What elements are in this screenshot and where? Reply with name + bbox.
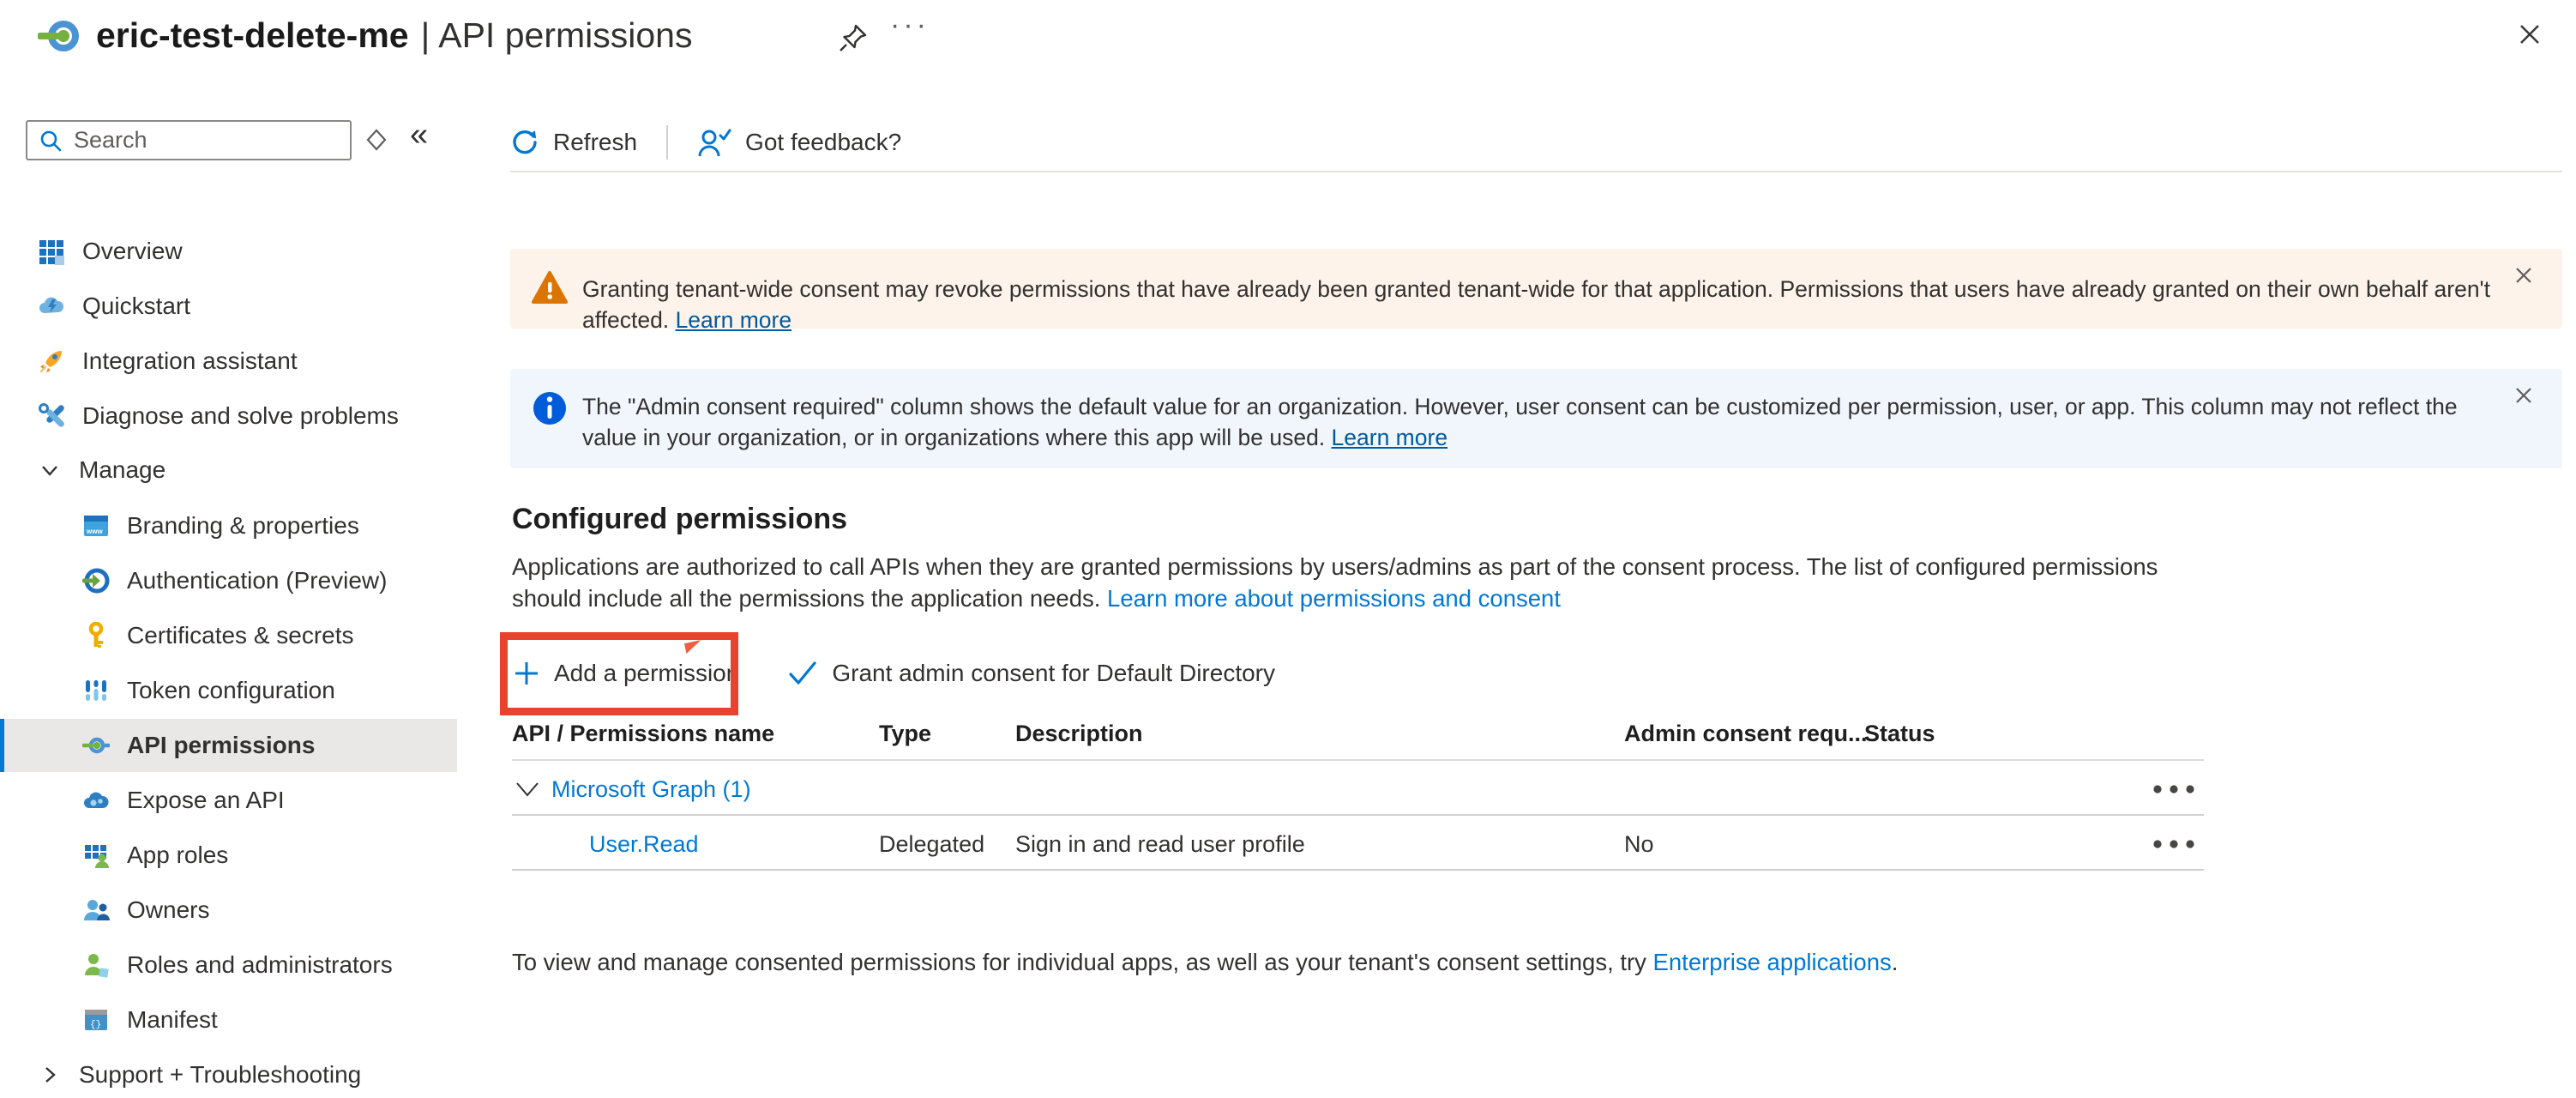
sidebar-item-app-roles[interactable] xyxy=(0,829,457,882)
configured-permissions-heading: Configured permissions xyxy=(512,503,848,535)
toolbar-rule xyxy=(510,171,2562,172)
warning-icon xyxy=(531,269,569,307)
column-header-description[interactable]: Description xyxy=(1015,721,1143,746)
configured-permissions-description xyxy=(512,551,2223,614)
sort-order-icon[interactable] xyxy=(364,127,389,153)
search-icon xyxy=(38,128,63,154)
sidebar-group-support[interactable] xyxy=(0,1048,457,1098)
warning-text: Granting tenant-wide consent may revoke permissions that have already been granted tenant-wide for that application. Permissions that users have already granted on their own behalf aren't affected. xyxy=(582,276,2490,333)
toolbar-divider xyxy=(666,125,668,160)
api-permissions-icon xyxy=(82,732,110,759)
app-header xyxy=(0,0,2576,86)
sidebar-item-label: App roles xyxy=(127,842,229,868)
refresh-label: Refresh xyxy=(553,129,638,155)
branding-icon xyxy=(82,512,110,540)
refresh-button[interactable] xyxy=(510,128,637,157)
app-roles-icon xyxy=(82,842,110,869)
warning-banner xyxy=(510,249,2562,333)
sidebar-item-label: Manifest xyxy=(127,1006,218,1033)
feedback-button[interactable] xyxy=(697,127,901,158)
sidebar-item-integration-assistant[interactable] xyxy=(0,335,457,388)
api-group-link[interactable]: Microsoft Graph (1) xyxy=(551,776,751,802)
sidebar-item-label: Token configuration xyxy=(127,677,335,703)
sidebar-item-label: Roles and administrators xyxy=(127,951,393,978)
sidebar-item-label: Branding & properties xyxy=(127,512,359,539)
sidebar-item-expose-an-api[interactable] xyxy=(0,774,457,827)
footer-note xyxy=(512,949,1898,976)
group-chevron-down-icon[interactable] xyxy=(515,779,540,799)
sidebar xyxy=(0,86,480,1098)
key-icon xyxy=(82,622,110,649)
manifest-icon xyxy=(82,1006,110,1034)
permissions-actions xyxy=(513,649,1275,697)
description-text: Applications are authorized to call APIs when they are granted permissions by users/admins as part of the consent process. The list of configured permissions should include all the permissions the application needs. xyxy=(512,553,2158,612)
svg-text:{}: {} xyxy=(90,1020,102,1030)
sidebar-item-overview[interactable] xyxy=(0,225,457,278)
check-icon xyxy=(787,660,818,687)
sidebar-item-label: Quickstart xyxy=(82,293,191,319)
info-icon xyxy=(531,389,569,427)
sidebar-item-label: API permissions xyxy=(127,732,316,758)
add-permission-label: Add a permission xyxy=(554,660,740,686)
roles-administrators-icon xyxy=(82,951,110,979)
sidebar-item-authentication[interactable] xyxy=(0,554,457,607)
sidebar-item-manifest[interactable] xyxy=(0,993,457,1047)
footer-suffix: . xyxy=(1891,949,1899,975)
sidebar-group-manage[interactable] xyxy=(0,443,457,497)
table-row-rule xyxy=(512,869,2204,871)
collapse-menu-icon[interactable]: « xyxy=(410,117,429,153)
warning-banner-text xyxy=(582,274,2503,335)
footer-text: To view and manage consented permissions for individual apps, as well as your tenant's consent settings, try xyxy=(512,949,1653,975)
sidebar-item-label: Expose an API xyxy=(127,787,285,813)
grant-admin-consent-button[interactable] xyxy=(787,660,1275,687)
search-input[interactable] xyxy=(74,127,331,154)
page-title-section: API permissions xyxy=(438,15,693,55)
svg-text:www: www xyxy=(87,528,103,535)
more-actions-icon[interactable]: ··· xyxy=(890,9,930,41)
permission-description-cell: Sign in and read user profile xyxy=(1015,831,1305,857)
token-configuration-icon xyxy=(82,677,110,704)
sidebar-item-roles-administrators[interactable] xyxy=(0,938,457,992)
quickstart-cloud-icon xyxy=(38,293,65,320)
add-permission-button[interactable] xyxy=(513,660,739,687)
page-title-app-name: eric-test-delete-me xyxy=(96,15,409,55)
grant-admin-consent-label: Grant admin consent for Default Directory xyxy=(832,660,1276,686)
sidebar-group-label: Manage xyxy=(79,456,166,483)
sidebar-item-api-permissions[interactable] xyxy=(0,719,457,772)
warning-learn-more-link[interactable]: Learn more xyxy=(675,307,792,333)
row-context-menu-icon[interactable] xyxy=(2151,834,2202,854)
page-title-separator: | xyxy=(420,15,430,55)
column-header-api-permissions-name[interactable]: API / Permissions name xyxy=(512,721,775,746)
chevron-right-icon xyxy=(38,1063,62,1087)
sidebar-item-quickstart[interactable] xyxy=(0,280,457,333)
column-header-admin-consent[interactable]: Admin consent requ... xyxy=(1624,721,1868,746)
page-title xyxy=(96,15,692,56)
sidebar-item-owners[interactable] xyxy=(0,884,457,937)
enterprise-applications-link[interactable]: Enterprise applications xyxy=(1652,949,1892,975)
permission-type-cell: Delegated xyxy=(879,831,985,857)
expose-api-cloud-icon xyxy=(82,787,110,814)
permissions-consent-link[interactable]: Learn more about permissions and consent xyxy=(1107,585,1561,612)
info-banner xyxy=(510,369,2562,468)
tools-icon xyxy=(38,402,65,430)
sidebar-item-label: Certificates & secrets xyxy=(127,622,354,649)
sidebar-group-label: Support + Troubleshooting xyxy=(79,1061,362,1088)
sidebar-item-label: Overview xyxy=(82,238,183,264)
table-header-rule xyxy=(512,759,2204,761)
permission-name-link[interactable]: User.Read xyxy=(589,831,699,857)
sidebar-item-branding[interactable] xyxy=(0,499,457,552)
close-blade-icon[interactable] xyxy=(2513,17,2547,51)
column-header-status[interactable]: Status xyxy=(1864,721,1935,746)
rocket-icon xyxy=(38,347,65,375)
table-row-rule xyxy=(512,814,2204,816)
sidebar-item-certificates[interactable] xyxy=(0,609,457,662)
permission-admin-consent-cell: No xyxy=(1624,831,1654,857)
feedback-label: Got feedback? xyxy=(745,129,902,155)
warning-banner-close-icon[interactable] xyxy=(2509,261,2538,290)
pin-icon[interactable] xyxy=(836,21,870,55)
refresh-icon xyxy=(510,128,539,157)
row-context-menu-icon[interactable] xyxy=(2151,779,2202,799)
info-banner-text xyxy=(582,391,2503,453)
sidebar-item-label: Authentication (Preview) xyxy=(127,567,388,594)
sidebar-item-token-configuration[interactable] xyxy=(0,664,457,717)
overview-grid-icon xyxy=(38,238,65,265)
feedback-icon xyxy=(697,127,731,158)
owners-icon xyxy=(82,896,110,924)
column-header-type[interactable]: Type xyxy=(879,721,932,746)
sidebar-item-label: Diagnose and solve problems xyxy=(82,402,399,429)
sidebar-item-label: Integration assistant xyxy=(82,347,298,374)
info-text: The "Admin consent required" column shows the default value for an organization. However, user consent can be customized per permission, user, or app. This column may not reflect the value in your organization, or in organizations where this app will be used. xyxy=(582,394,2458,450)
app-registration-icon xyxy=(38,14,82,58)
chevron-down-icon xyxy=(38,458,62,482)
sidebar-search[interactable] xyxy=(26,120,352,160)
sidebar-item-diagnose[interactable] xyxy=(0,389,457,443)
authentication-icon xyxy=(82,567,110,594)
command-bar xyxy=(510,120,901,165)
sidebar-item-label: Owners xyxy=(127,896,210,923)
plus-icon xyxy=(513,660,540,687)
info-banner-close-icon[interactable] xyxy=(2509,381,2538,410)
info-learn-more-link[interactable]: Learn more xyxy=(1331,425,1448,450)
